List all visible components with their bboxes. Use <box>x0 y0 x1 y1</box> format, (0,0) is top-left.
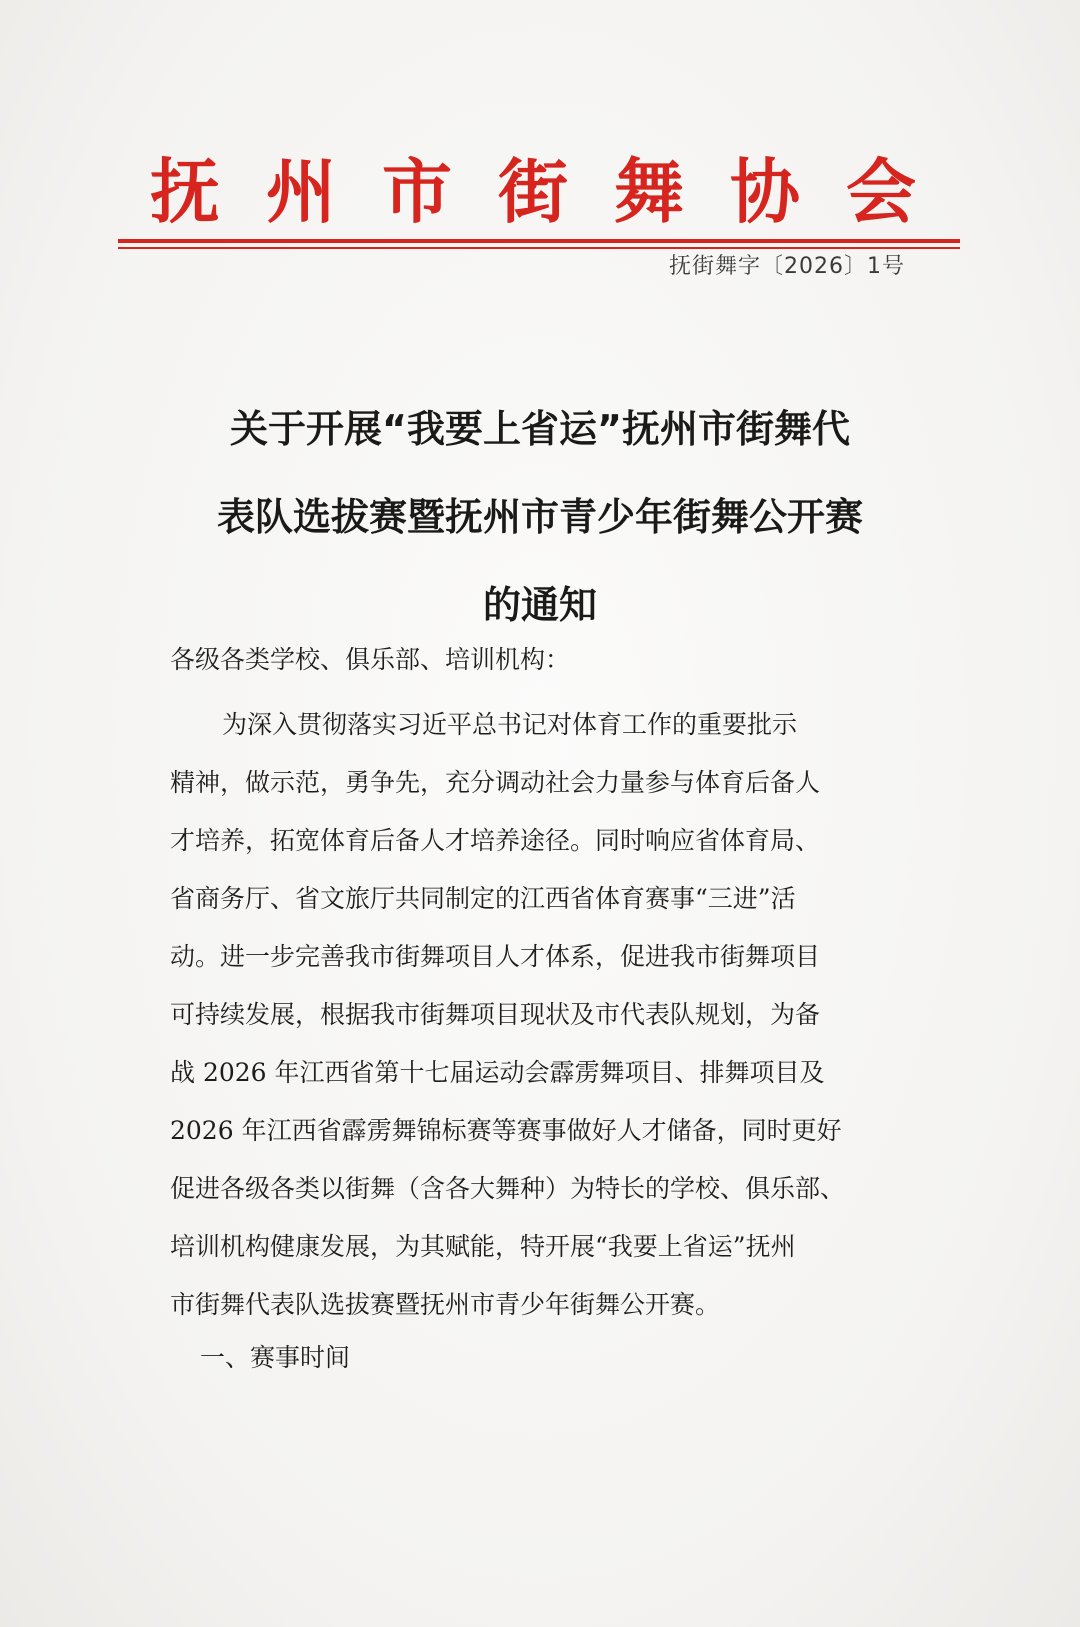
body-line: 2026 年江西省霹雳舞锦标赛等赛事做好人才储备，同时更好 <box>170 1116 842 1145</box>
body-line: 精神，做示范，勇争先，充分调动社会力量参与体育后备人 <box>170 768 821 797</box>
body-line: 市街舞代表队选拔赛暨抚州市青少年街舞公开赛。 <box>170 1290 721 1319</box>
title-line: 关于开展“我要上省运”抚州市街舞代 <box>230 407 850 451</box>
title-line: 的通知 <box>482 583 597 627</box>
document-number: 抚街舞字〔2026〕1号 <box>669 254 905 279</box>
letterhead-org-name: 抚州市街舞协会 <box>150 150 962 233</box>
body-line: 动。进一步完善我市街舞项目人才体系，促进我市街舞项目 <box>170 942 821 971</box>
body-line: 可持续发展，根据我市街舞项目现状及市代表队规划，为备 <box>170 1000 821 1029</box>
body-paragraph <box>170 696 890 1334</box>
salutation: 各级各类学校、俱乐部、培训机构： <box>170 645 571 674</box>
letterhead-red-rule-thick <box>118 239 960 243</box>
body-line: 才培养，拓宽体育后备人才培养途径。同时响应省体育局、 <box>170 826 821 855</box>
section-heading-event-time: 一、赛事时间 <box>200 1343 351 1372</box>
title-line: 表队选拔赛暨抚州市青少年街舞公开赛 <box>216 495 863 539</box>
body-line: 培训机构健康发展，为其赋能，特开展“我要上省运”抚州 <box>170 1232 796 1261</box>
body-line: 省商务厅、省文旅厅共同制定的江西省体育赛事“三进”活 <box>170 884 796 913</box>
body-line: 促进各级各类以街舞（含各大舞种）为特长的学校、俱乐部、 <box>170 1174 846 1203</box>
body-line: 战 2026 年江西省第十七届运动会霹雳舞项目、排舞项目及 <box>170 1058 825 1087</box>
notice-title <box>170 385 910 649</box>
body-line: 为深入贯彻落实习近平总书记对体育工作的重要批示 <box>222 710 798 739</box>
